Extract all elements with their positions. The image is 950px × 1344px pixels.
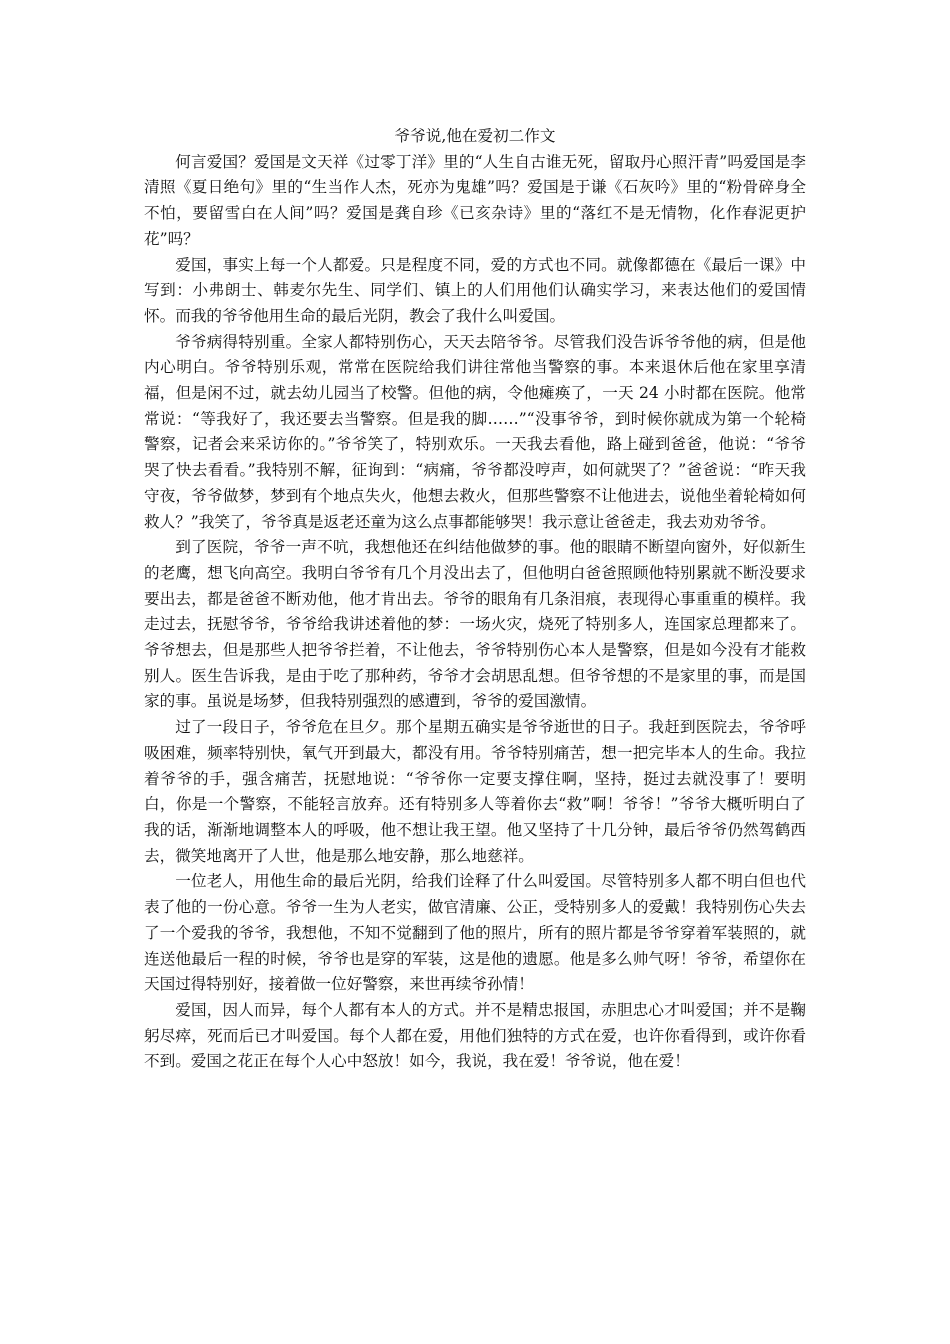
- paragraph: 爱国，因人而异，每个人都有本人的方式。并不是精忠报国，赤胆忠心才叫爱国；并不是鞠躬尽瘁，死而后已才叫爱国。每个人都在爱，用他们独特的方式在爱，也许你看得到，或许你看不到。爱国之花正在每个人心中怒放！如今，我说，我在爱！爷爷说，他在爱！: [144, 1000, 806, 1071]
- paragraph: 一位老人，用他生命的最后光阴，给我们诠释了什么叫爱国。尽管特别多人都不明白但也代表了他的一份心意。爷爷一生为人老实，做官清廉、公正，受特别多人的爱戴！我特别伤心失去了一个爱我的爷爷，我想他，不知不觉翻到了他的照片，所有的照片都是爷爷穿着军装照的，就连送他最后一程的时候，爷爷也是穿的军装，这是他的遗愿。他是多么帅气呀！爷爷，希望你在天国过得特别好，接着做一位好警察，来世再续爷孙情！: [144, 872, 806, 994]
- paragraph: 爱国，事实上每一个人都爱。只是程度不同，爱的方式也不同。就像都德在《最后一课》中写到：小弗朗士、韩麦尔先生、同学们、镇上的人们用他们认确实学习，来表达他们的爱国情怀。而我的爷爷他用生命的最后光阴，教会了我什么叫爱国。: [144, 255, 806, 325]
- document-title: 爷爷说,他在爱初二作文: [394, 127, 556, 145]
- document-body: [144, 124, 806, 1075]
- paragraph: 到了医院，爷爷一声不吭，我想他还在纠结他做梦的事。他的眼睛不断望向窗外，好似新生的老鹰，想飞向高空。我明白爷爷有几个月没出去了，但他明白爸爸照顾他特别累就不断没要求要出去，都是爸爸不断劝他，他才肯出去。爷爷的眼角有几条泪痕，表现得心事重重的模样。我走过去，抚慰爷爷，爷爷给我讲述着他的梦：一场火灾，烧死了特别多人，连国家总理都来了。爷爷想去，但是那些人把爷爷拦着，不让他去，爷爷特别伤心本人是警察，但是如今没有才能救别人。医生告诉我，是由于吃了那种药，爷爷才会胡思乱想。但爷爷想的不是家里的事，而是国家的事。虽说是场梦，但我特别强烈的感遭到，爷爷的爱国激情。: [144, 538, 806, 711]
- paragraph: 何言爱国？爱国是文天祥《过零丁洋》里的“人生自古谁无死，留取丹心照汗青”吗爱国是李清照《夏日绝句》里的“生当作人杰，死亦为鬼雄”吗？爱国是于谦《石灰吟》里的“粉骨碎身全不怕，要留雪白在人间”吗？爱国是龚自珍《已亥杂诗》里的“落红不是无情物，化作春泥更护花”吗？: [144, 152, 806, 248]
- paragraph: 过了一段日子，爷爷危在旦夕。那个星期五确实是爷爷逝世的日子。我赶到医院去，爷爷呼吸困难，频率特别快，氧气开到最大，都没有用。爷爷特别痛苦，想一把完毕本人的生命。我拉着爷爷的手，强含痛苦，抚慰地说：“爷爷你一定要支撑住啊，坚持，挺过去就没事了！要明白，你是一个警察，不能轻言放弃。还有特别多人等着你去“救”啊！爷爷！”爷爷大概听明白了我的话，渐渐地调整本人的呼吸，他不想让我王望。他又坚持了十几分钟，最后爷爷仍然驾鹤西去，微笑地离开了人世，他是那么地安静，那么地慈祥。: [144, 718, 806, 865]
- paragraph: 爷爷病得特别重。全家人都特别伤心，天天去陪爷爷。尽管我们没告诉爷爷他的病，但是他内心明白。爷爷特别乐观，常常在医院给我们讲往常他当警察的事。本来退休后他在家里享清福，但是闲不过，就去幼儿园当了校警。但他的病，令他瘫痪了，一天 24 小时都在医院。他常常说：“等我好了，我还要去当警察。但是我的脚……”“没事爷爷，到时候你就成为第一个轮椅警察，记者会来采访你的。”爷爷笑了，特别欢乐。一天我去看他，路上碰到爸爸，他说：“爷爷哭了快去看看。”我特别不解，征询到：“病痛，爷爷都没哼声，如何就哭了？”爸爸说：“昨天我守夜，爷爷做梦，梦到有个地点失火，他想去救火，但那些警察不让他进去，说他坐着轮椅如何救人？”我笑了，爷爷真是返老还童为这么点事都能够哭！我示意让爸爸走，我去劝劝爷爷。: [144, 332, 806, 531]
